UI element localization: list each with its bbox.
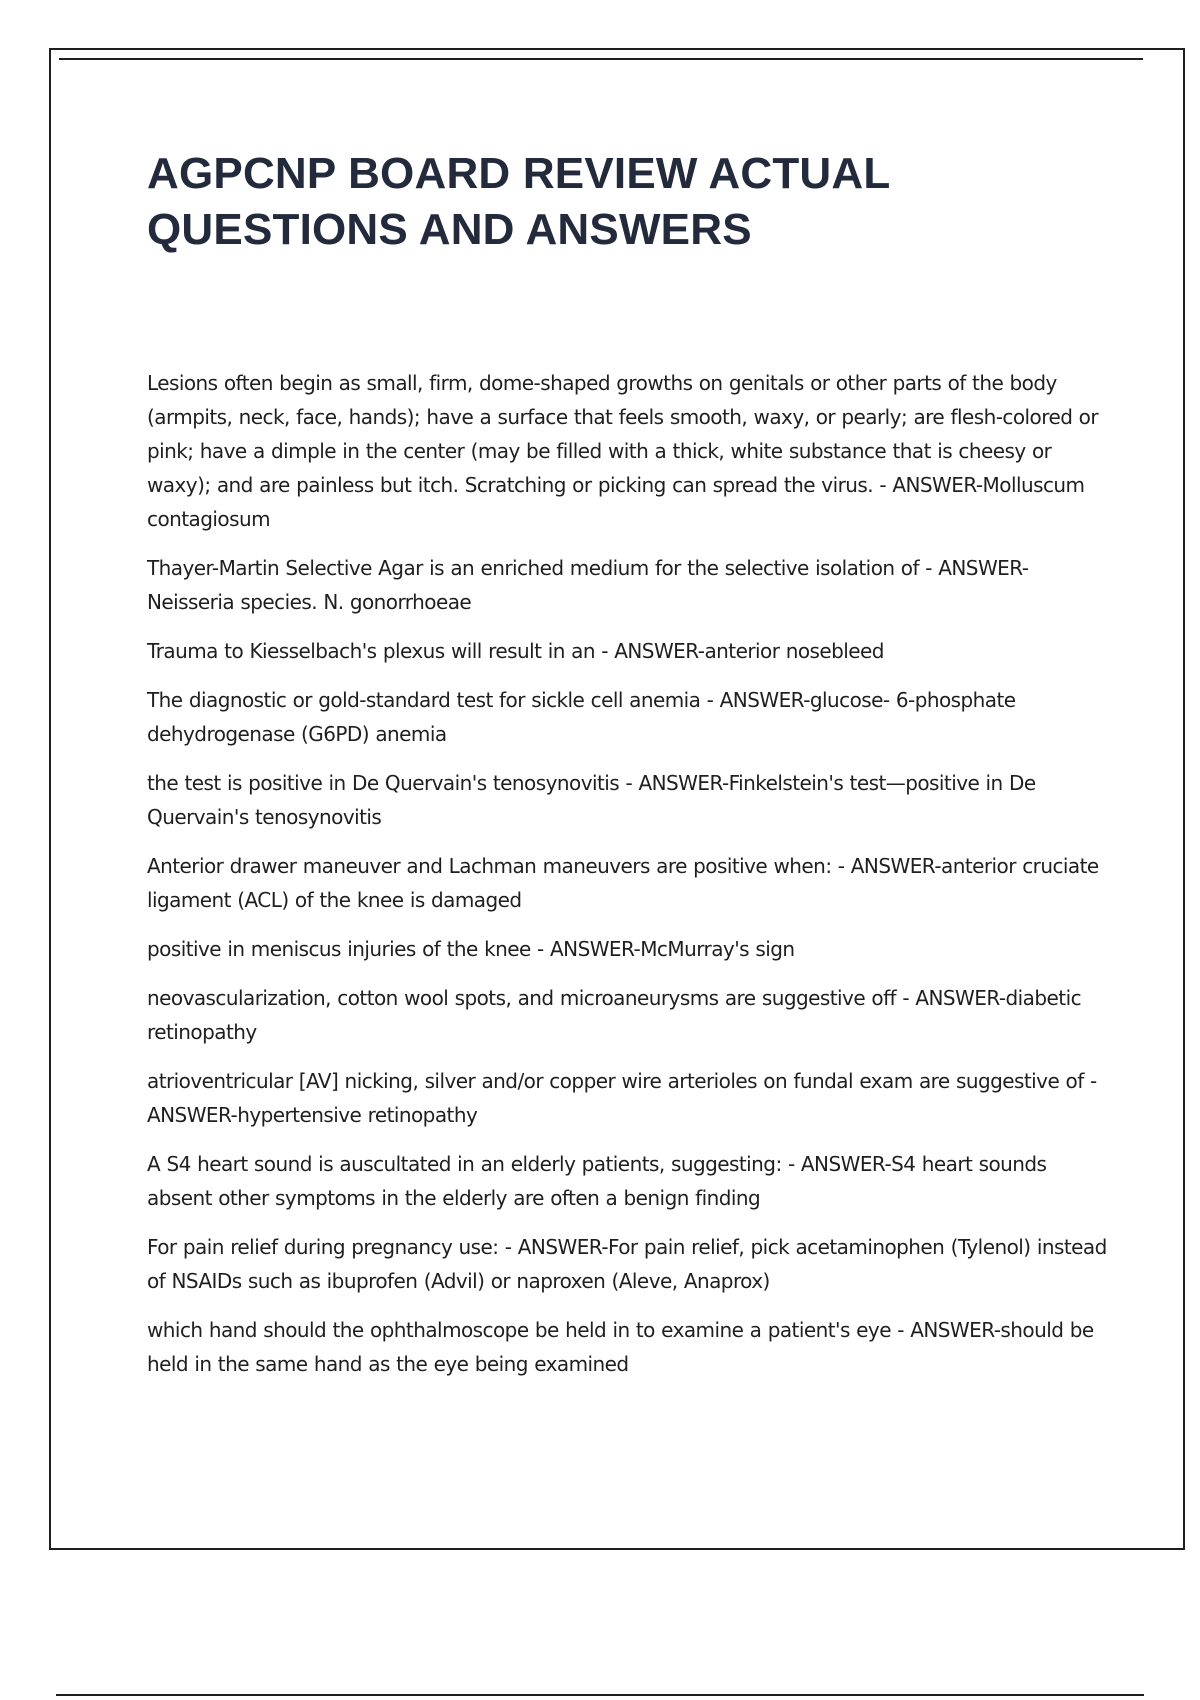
bottom-rule: [56, 1694, 1144, 1696]
qa-item: Trauma to Kiesselbach's plexus will result in an - ANSWER-anterior nosebleed: [147, 639, 884, 663]
qa-item: For pain relief during pregnancy use: - ANSWER-For pain relief, pick acetaminophen (Tylenol) instead of NSAIDs such as ibuprofen (Advil) or naproxen (Aleve, Anaprox): [147, 1235, 1107, 1293]
qa-item: A S4 heart sound is auscultated in an elderly patients, suggesting: - ANSWER-S4 heart sounds absent other symptoms in the elderly are often a benign finding: [147, 1152, 1047, 1210]
top-rule: [59, 58, 1143, 60]
qa-item: the test is positive in De Quervain's tenosynovitis - ANSWER-Finkelstein's test—positive in De Quervain's tenosynovitis: [147, 771, 1036, 829]
qa-item: which hand should the ophthalmoscope be held in to examine a patient's eye - ANSWER-should be held in the same hand as the eye being examined: [147, 1318, 1094, 1376]
qa-list: [147, 366, 1107, 1396]
qa-item: Lesions often begin as small, firm, dome-shaped growths on genitals or other parts of the body (armpits, neck, face, hands); have a surface that feels smooth, waxy, or pearly; are flesh-colored or pink; have a dimple in the center (may be filled with a thick, white substance that is cheesy or waxy); and are painless but itch. Scratching or picking can spread the virus. - ANSWER-Molluscum contagiosum: [147, 371, 1099, 531]
qa-item: positive in meniscus injuries of the knee - ANSWER-McMurray's sign: [147, 937, 795, 961]
qa-item: The diagnostic or gold-standard test for sickle cell anemia - ANSWER-glucose- 6-phosphate dehydrogenase (G6PD) anemia: [147, 688, 1016, 746]
document-title: AGPCNP BOARD REVIEW ACTUAL QUESTIONS AND ANSWERS: [147, 149, 890, 254]
qa-item: neovascularization, cotton wool spots, and microaneurysms are suggestive off - ANSWER-diabetic retinopathy: [147, 986, 1082, 1044]
qa-item: Thayer-Martin Selective Agar is an enriched medium for the selective isolation of - ANSWER-Neisseria species. N. gonorrhoeae: [147, 556, 1029, 614]
qa-item: atrioventricular [AV] nicking, silver and/or copper wire arterioles on fundal exam are suggestive of - ANSWER-hypertensive retinopathy: [147, 1069, 1097, 1127]
qa-item: Anterior drawer maneuver and Lachman maneuvers are positive when: - ANSWER-anterior cruciate ligament (ACL) of the knee is damaged: [147, 854, 1099, 912]
page-frame: [49, 48, 1185, 1550]
